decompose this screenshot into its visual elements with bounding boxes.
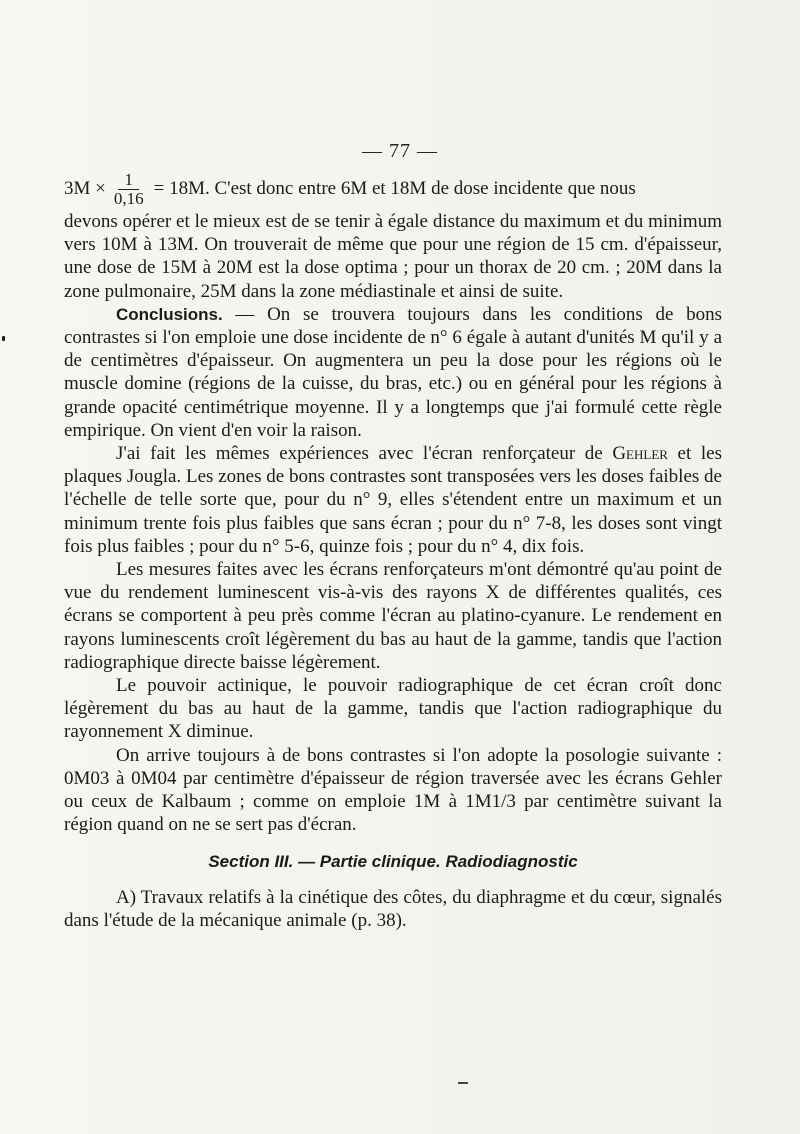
paragraph-mesures: Les mesures faites avec les écrans renforçateurs m'ont démontré qu'au point de vue du rendement luminescent vis-à-vis des rayons X de différentes qualités, ces écrans se comportent à peu près comme l'écran au platino-cyanure. Le rendement en rayons luminescents croît légèrement du bas au haut de la gamme, tandis que l'action radiographique directe baisse légèrement. — [64, 559, 722, 673]
paragraph-dose-optima: devons opérer et le mieux est de se tenir à égale distance du maximum et du minimum vers 10M à 13M. On trouverait de même que pour une région de 15 cm. d'épaisseur, une dose de 15M à 20M est la dose optima ; pour un thorax de 20 cm. ; 20M dans la zone pulmonaire, 25M dans la zone médiastinale et ainsi de suite. — [64, 211, 722, 302]
gehler-text-after: et les plaques Jougla. Les zones de bons contrastes sont transposées vers les doses faibles de l'échelle de telle sorte que, pour du n° 9, elles s'étendent entre un maximum et un minimum trente fois plus faibles que sans écran ; pour du n° 7-8, les doses sont vingt fois plus faibles ; pour du n° 5-6, quinze fois ; pour du n° 4, dix fois. — [64, 443, 722, 557]
formula-fraction — [112, 171, 146, 208]
page-number: — 77 — — [362, 140, 438, 162]
paragraph-posologie: On arrive toujours à de bons contrastes si l'on adopte la posologie suivante : 0M03 à 0M04 par centimètre d'épaisseur de région traversée avec les écrans Gehler ou ceux de Kalbaum ; comme on emploie 1M à 1M1/3 par centimètre suivant la région quand on ne se sert pas d'écran. — [64, 744, 722, 836]
conclusions-text: — On se trouvera toujours dans les conditions de bons contrastes si l'on emploie une dose incidente de n° 6 égale à autant d'unités M qu'il y a de centimètres d'épaisseur. On augmentera un peu la dose pour les régions où le muscle domine (régions de la cuisse, du bras, etc.) ou en général pour les régions à grande opacité centimétrique moyenne. Il y a longtemps que j'ai formulé cette règle empirique. On vient d'en voir la raison. — [64, 303, 722, 441]
paragraph-conclusions — [64, 303, 722, 442]
gehler-text-before: J'ai fait les mêmes expériences avec l'écran renforçateur de — [116, 443, 613, 465]
paragraph-pouvoir: Le pouvoir actinique, le pouvoir radiographique de cet écran croît donc légèrement du bas au haut de la gamme, tandis que l'action radiographique du rayonnement X diminue. — [64, 675, 722, 743]
formula-line — [64, 168, 722, 210]
section-title: Section III. — Partie clinique. Radiodiagnostic — [208, 852, 578, 872]
binding-mark — [2, 336, 5, 341]
fraction-numerator: 1 — [118, 171, 139, 190]
footer-mark — [458, 1082, 468, 1084]
formula-suffix: = 18M. C'est donc entre 6M et 18M de dose incidente que nous — [153, 178, 636, 200]
paragraph-travaux: A) Travaux relatifs à la cinétique des côtes, du diaphragme et du cœur, signalés dans l'étude de la mécanique animale (p. 38). — [64, 886, 722, 931]
formula-prefix: 3M × — [64, 178, 106, 200]
paragraph-gehler — [64, 442, 722, 558]
body-text — [64, 168, 722, 932]
fraction-denominator: 0,16 — [113, 188, 144, 208]
gehler-name: Gehler — [612, 443, 668, 465]
conclusions-heading: Conclusions. — [116, 304, 223, 324]
